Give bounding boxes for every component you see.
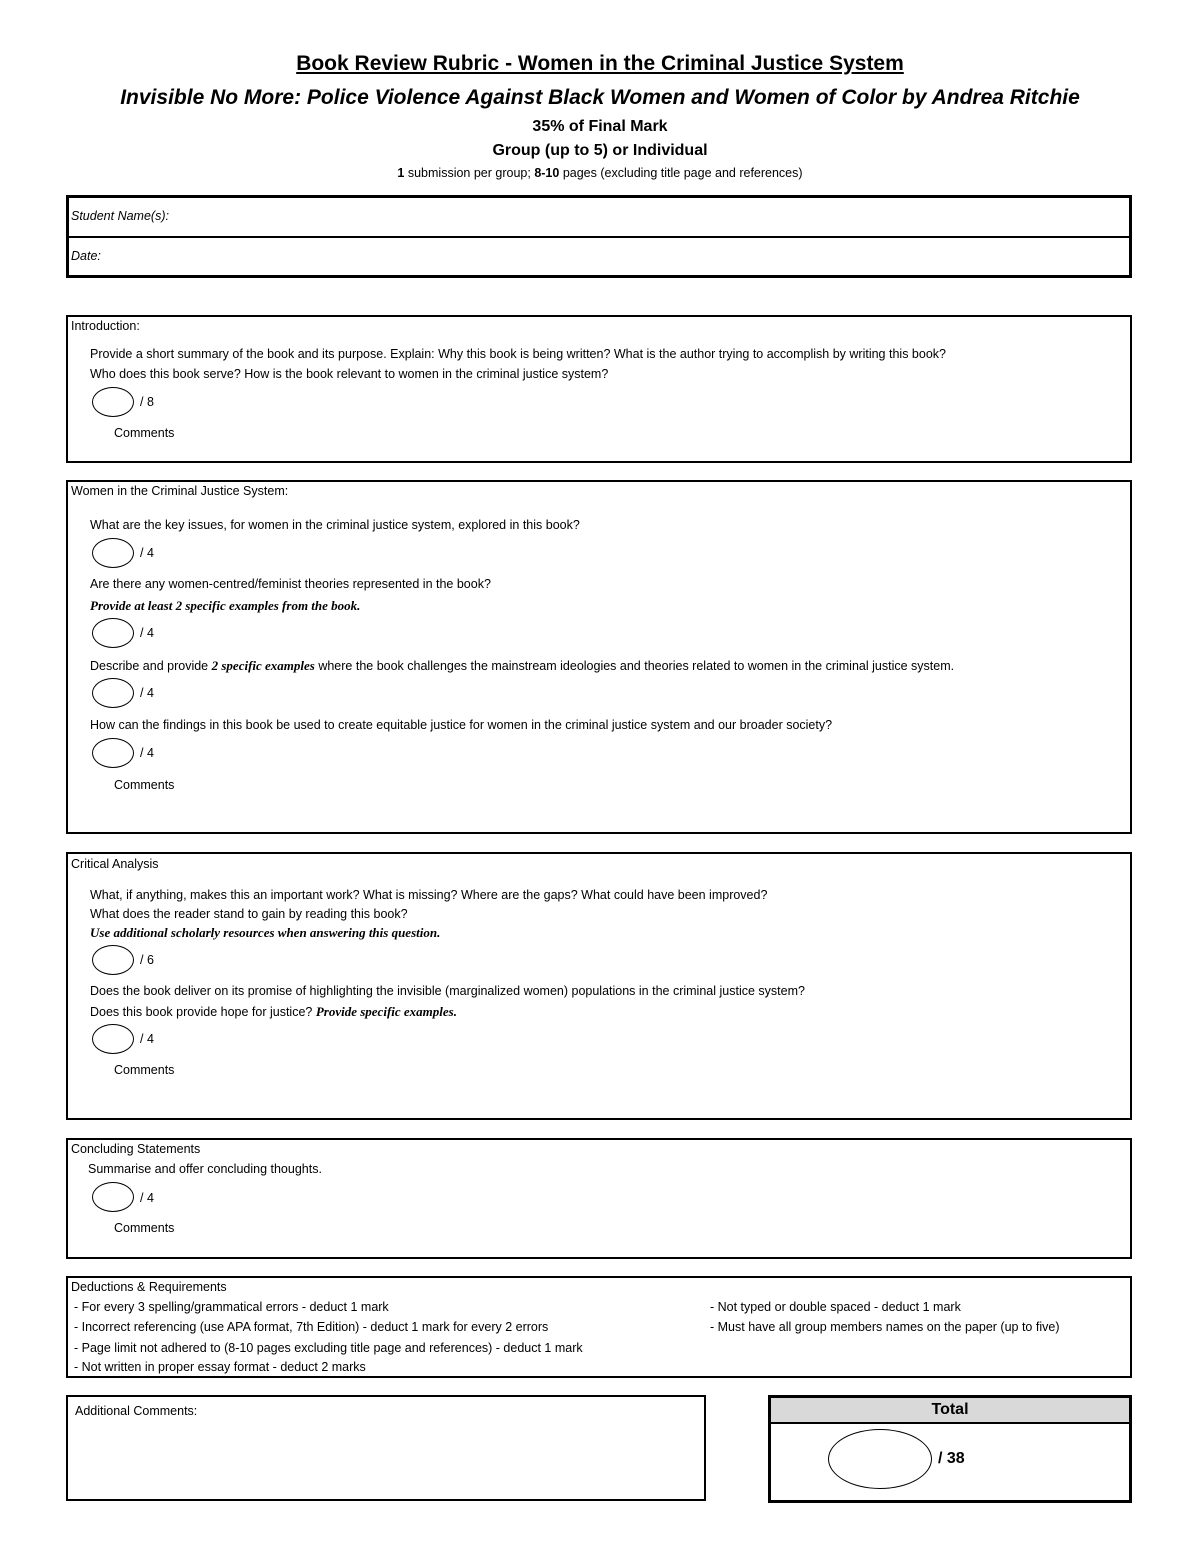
concluding-section: [66, 1138, 1132, 1259]
deduction-left-3: - Page limit not adhered to (8-10 pages excluding title page and references) - deduct 1 mark: [74, 1341, 583, 1355]
critical-q1-score: / 6: [140, 953, 154, 967]
women-cjs-comments: Comments: [114, 778, 175, 792]
critical-analysis-section: [66, 852, 1132, 1120]
concluding-comments: Comments: [114, 1221, 175, 1235]
women-cjs-q1: What are the key issues, for women in the criminal justice system, explored in this book?: [90, 518, 580, 532]
critical-q2-score: / 4: [140, 1032, 154, 1046]
concluding-line: Summarise and offer concluding thoughts.: [88, 1162, 322, 1176]
book-subtitle: Invisible No More: Police Violence Against Black Women and Women of Color by Andrea Ritchie: [120, 86, 1080, 109]
submission-count: 1: [397, 166, 405, 180]
women-cjs-q2: Are there any women-centred/feminist theories represented in the book?: [90, 577, 491, 591]
deduction-right-1: - Not typed or double spaced - deduct 1 mark: [710, 1300, 961, 1314]
critical-q2-line-b: [90, 1004, 457, 1020]
date-label[interactable]: Date:: [71, 249, 101, 263]
women-cjs-q1-score: / 4: [140, 546, 154, 560]
critical-comments: Comments: [114, 1063, 175, 1077]
total-header: [771, 1398, 1129, 1424]
women-cjs-q2-note: Provide at least 2 specific examples from the book.: [90, 598, 361, 613]
women-cjs-q4-oval[interactable]: [92, 738, 134, 768]
women-cjs-q3-em: 2 specific examples: [211, 658, 315, 673]
page-count: 8-10: [534, 166, 560, 180]
women-cjs-q2-score: / 4: [140, 626, 154, 640]
student-name-label[interactable]: Student Name(s):: [71, 209, 169, 223]
critical-q1-note: Use additional scholarly resources when answering this question.: [90, 925, 441, 940]
introduction-heading: Introduction:: [71, 319, 140, 333]
critical-q2-line-a: Does the book deliver on its promise of highlighting the invisible (marginalized women) populations in the criminal justice system?: [90, 984, 805, 998]
student-info-box: [66, 195, 1132, 278]
deductions-section: [66, 1276, 1132, 1378]
women-cjs-q1-oval[interactable]: [92, 538, 134, 568]
women-cjs-q2-oval[interactable]: [92, 618, 134, 648]
critical-q2-em: Provide specific examples.: [315, 1004, 457, 1019]
total-score-oval[interactable]: [828, 1429, 932, 1489]
additional-comments-heading: Additional Comments:: [75, 1404, 198, 1418]
submission-mid: submission per group;: [404, 166, 535, 180]
women-cjs-q3-score: / 4: [140, 686, 154, 700]
women-cjs-q4-score: / 4: [140, 746, 154, 760]
total-score: / 38: [938, 1450, 965, 1467]
critical-q1-line-a: What, if anything, makes this an important work? What is missing? Where are the gaps? What could have been improved?: [90, 888, 768, 902]
deductions-heading: Deductions & Requirements: [71, 1280, 227, 1294]
deduction-left-2: - Incorrect referencing (use APA format, 7th Edition) - deduct 1 mark for every 2 errors: [74, 1320, 549, 1334]
women-cjs-heading: Women in the Criminal Justice System:: [71, 484, 289, 498]
rubric-title: Book Review Rubric - Women in the Criminal Justice System: [296, 52, 904, 75]
introduction-line-1: Provide a short summary of the book and its purpose. Explain: Why this book is being written? What is the author trying to accomplish by writing this book?: [90, 347, 946, 361]
critical-heading: Critical Analysis: [71, 857, 159, 871]
concluding-score: / 4: [140, 1191, 154, 1205]
introduction-section: [66, 315, 1132, 463]
women-cjs-q3-pre: Describe and provide: [90, 659, 212, 673]
student-box-divider: [69, 236, 1129, 238]
deduction-left-1: - For every 3 spelling/grammatical errors - deduct 1 mark: [74, 1300, 389, 1314]
critical-q1-oval[interactable]: [92, 945, 134, 975]
submission-info: [0, 166, 1200, 180]
total-heading: Total: [931, 1401, 969, 1418]
concluding-score-oval[interactable]: [92, 1182, 134, 1212]
women-cjs-q3-post: where the book challenges the mainstream ideologies and theories related to women in the criminal justice system.: [314, 659, 955, 673]
critical-q2-oval[interactable]: [92, 1024, 134, 1054]
total-box: [768, 1395, 1132, 1503]
concluding-heading: Concluding Statements: [71, 1142, 201, 1156]
group-info: Group (up to 5) or Individual: [492, 142, 708, 159]
additional-comments-box[interactable]: [66, 1395, 706, 1501]
introduction-comments: Comments: [114, 426, 175, 440]
introduction-score: / 8: [140, 395, 154, 409]
critical-q1-line-b: What does the reader stand to gain by reading this book?: [90, 907, 408, 921]
women-cjs-q4: How can the findings in this book be used to create equitable justice for women in the criminal justice system and our broader society?: [90, 718, 833, 732]
women-cjs-q3-oval[interactable]: [92, 678, 134, 708]
women-cjs-section: [66, 480, 1132, 834]
mark-weight: 35% of Final Mark: [532, 118, 668, 135]
deduction-right-2: - Must have all group members names on the paper (up to five): [710, 1320, 1060, 1334]
women-cjs-q3: [90, 658, 954, 674]
critical-q2-pre: Does this book provide hope for justice?: [90, 1005, 316, 1019]
submission-tail: pages (excluding title page and references): [559, 166, 803, 180]
introduction-line-2: Who does this book serve? How is the book relevant to women in the criminal justice system?: [90, 367, 609, 381]
deduction-left-4: - Not written in proper essay format - deduct 2 marks: [74, 1360, 366, 1374]
introduction-score-oval[interactable]: [92, 387, 134, 417]
